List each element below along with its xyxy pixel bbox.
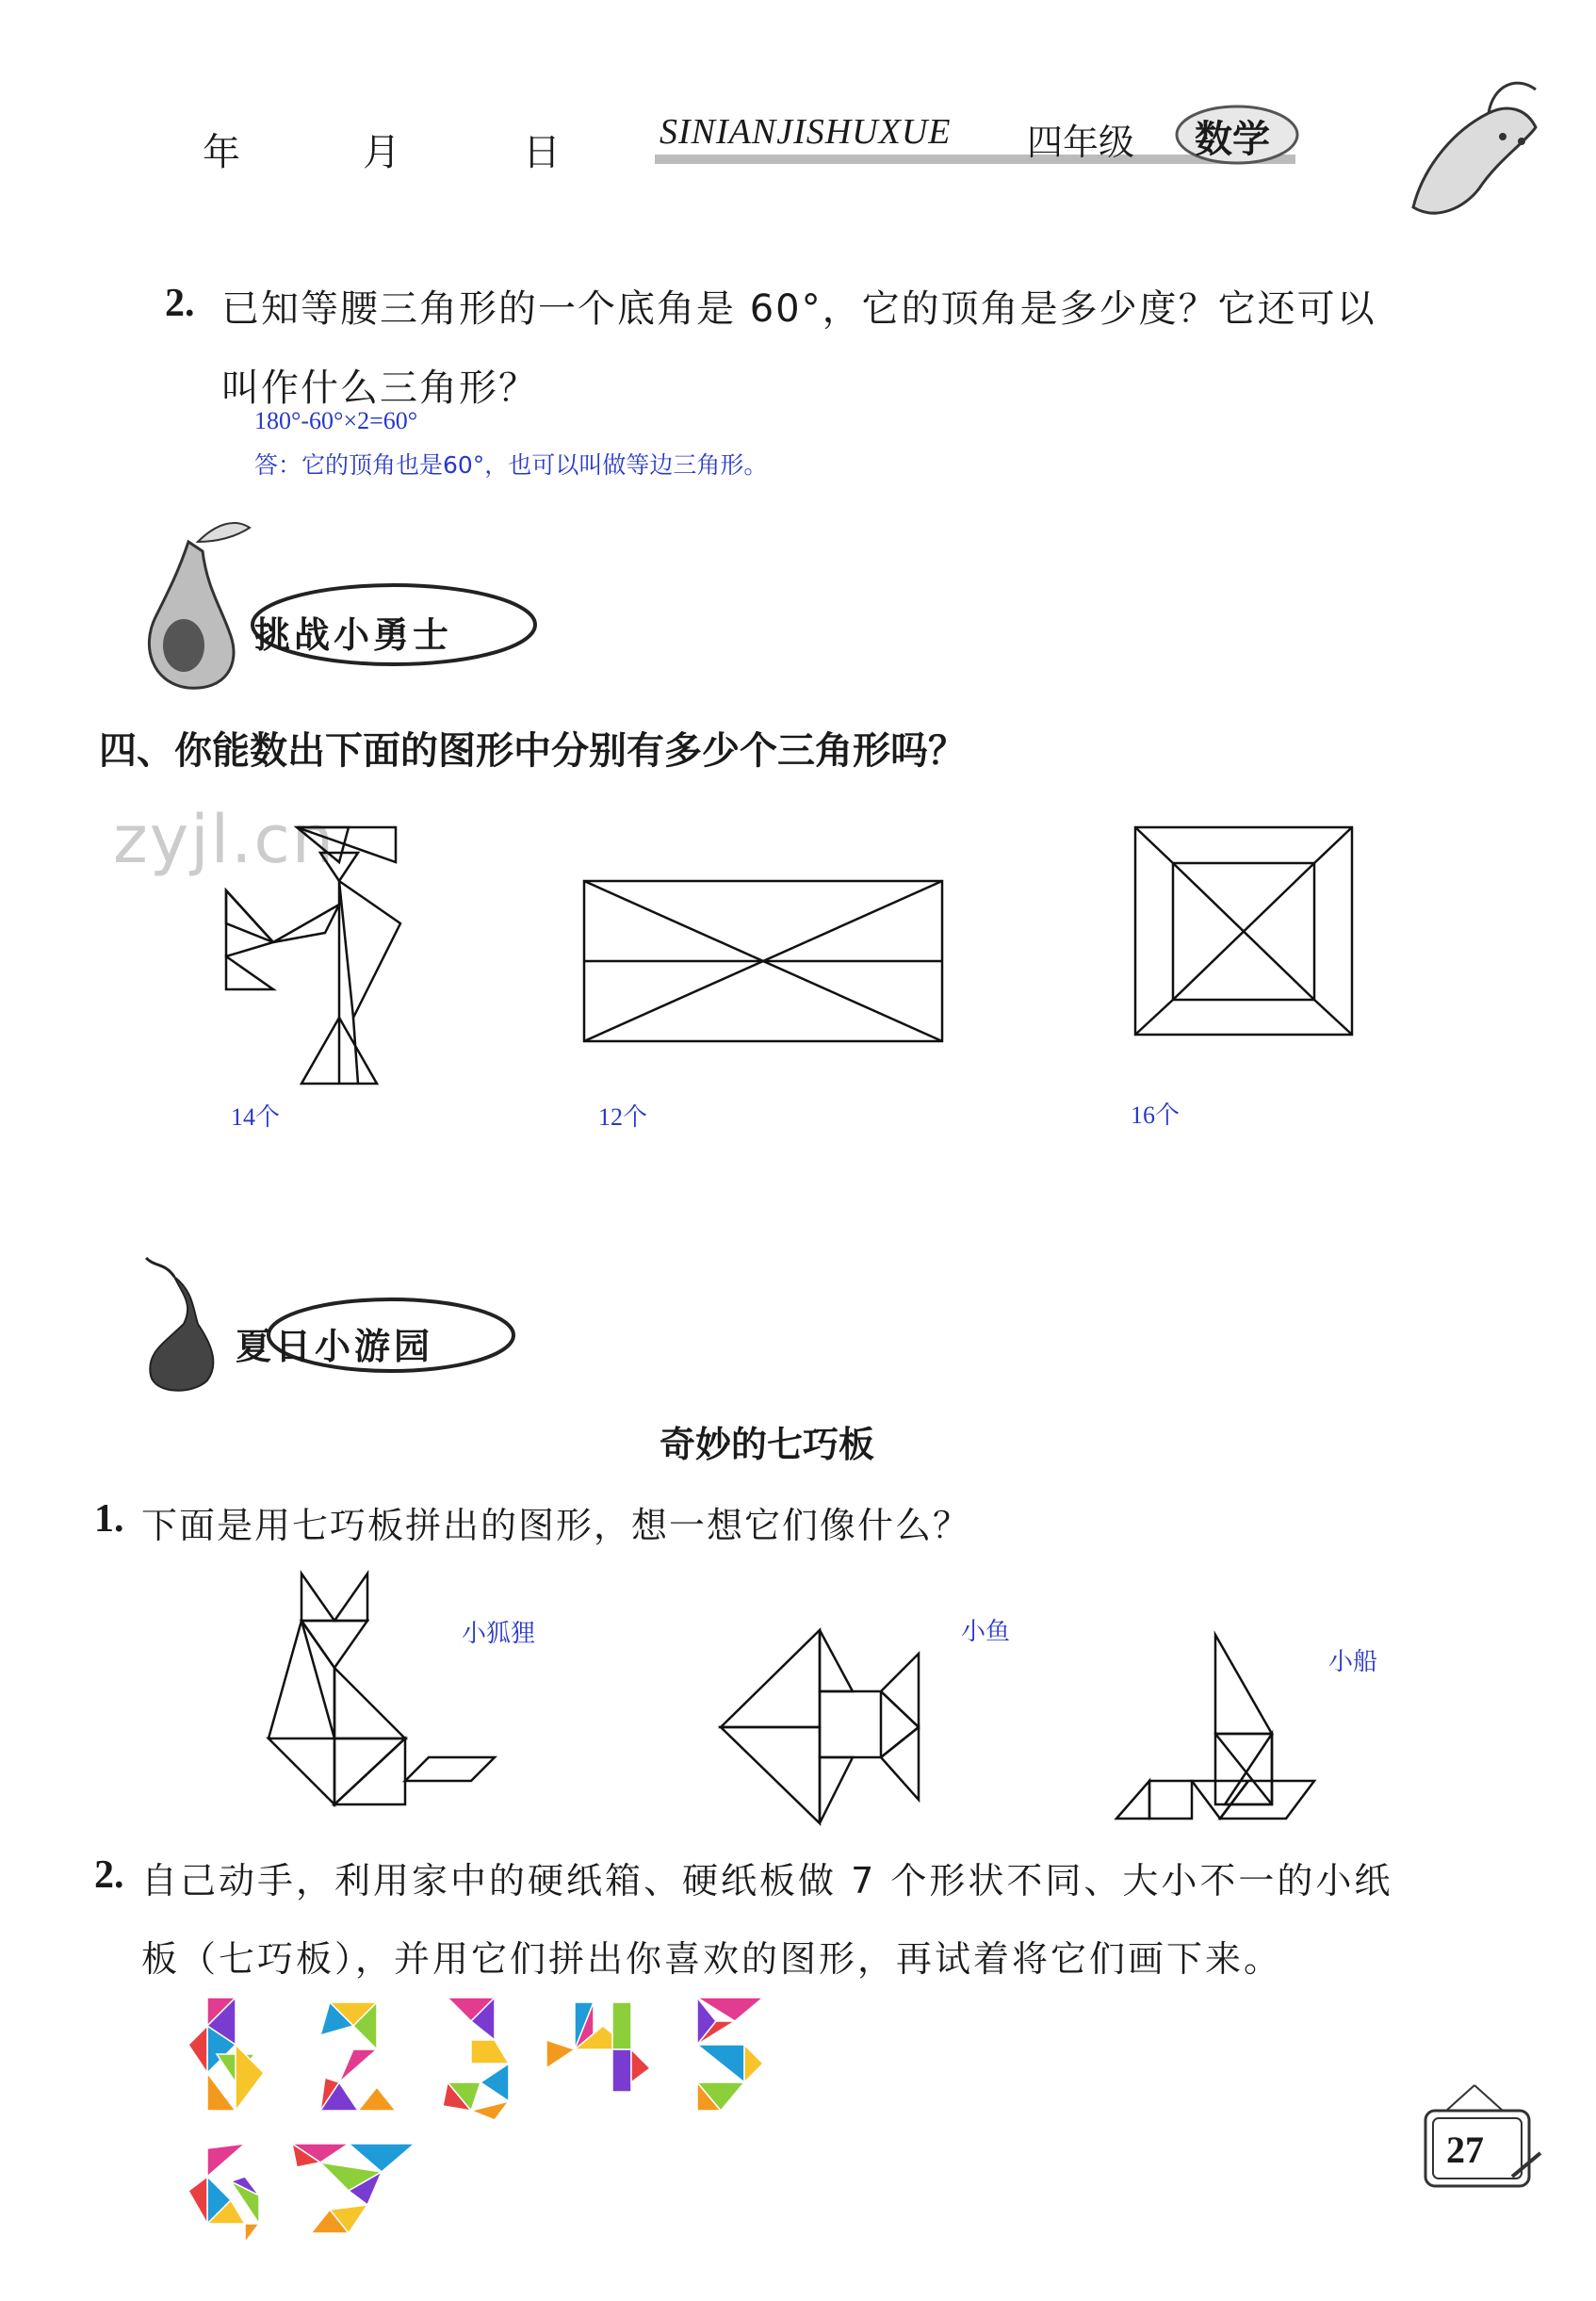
answer-calculation: 180°-60°×2=60° — [254, 407, 418, 434]
question-text-line2: 叫作什么三角形？ — [221, 367, 538, 410]
tangram-fox — [264, 1569, 509, 1814]
question-number: 2. — [165, 282, 195, 325]
banana-mascot-icon — [1385, 57, 1564, 226]
pear-mascot-icon — [132, 514, 537, 693]
triangle-figure-rectangle — [575, 872, 952, 1051]
tangram-q2-number: 2. — [94, 1853, 124, 1897]
subject-label: 数学 — [1195, 118, 1270, 161]
triangle-figure-person — [217, 820, 424, 1093]
day-label: 日 — [523, 131, 561, 174]
tangram-q1-text: 下面是用七巧板拼出的图形，想一想它们像什么？ — [141, 1505, 971, 1546]
tangram-answer-boat: 小船 — [1328, 1648, 1378, 1675]
count-answer-1: 14个 — [231, 1103, 281, 1131]
tangram-answer-fox: 小狐狸 — [462, 1620, 536, 1647]
count-answer-3: 16个 — [1131, 1102, 1181, 1129]
tangram-title: 奇妙的七巧板 — [660, 1424, 875, 1465]
question-text-line1: 已知等腰三角形的一个底角是 60°，它的顶角是多少度？它还可以 — [221, 287, 1376, 331]
latin-title: SINIANJISHUXUE — [660, 112, 952, 152]
year-label: 年 — [203, 131, 240, 174]
month-label: 月 — [363, 131, 400, 174]
section4-heading: 四、你能数出下面的图形中分别有多少个三角形吗？ — [99, 729, 966, 773]
challenge-label: 挑战小勇士 — [254, 614, 453, 656]
tangram-q2-line2: 板（七巧板），并用它们拼出你喜欢的图形，再试着将它们画下来。 — [141, 1938, 1283, 1980]
grade-label: 四年级 — [1027, 122, 1135, 163]
tangram-q1-number: 1. — [94, 1497, 124, 1541]
tangram-digits-illustration — [188, 1988, 773, 2252]
page-number: 27 — [1446, 2129, 1484, 2171]
tangram-answer-fish: 小鱼 — [961, 1618, 1011, 1645]
triangle-figure-square — [1126, 818, 1361, 1044]
count-answer-2: 12个 — [598, 1103, 648, 1131]
summer-label: 夏日小游园 — [236, 1326, 434, 1367]
watermark-text: zyjl.cn — [113, 801, 336, 878]
answer-text: 答：它的顶角也是60°，也可以叫做等边三角形。 — [254, 451, 768, 479]
tangram-q2-line1: 自己动手，利用家中的硬纸箱、硬纸板做 7 个形状不同、大小不一的小纸 — [141, 1860, 1393, 1901]
tangram-fish — [716, 1625, 928, 1828]
tangram-boat — [1112, 1630, 1319, 1828]
